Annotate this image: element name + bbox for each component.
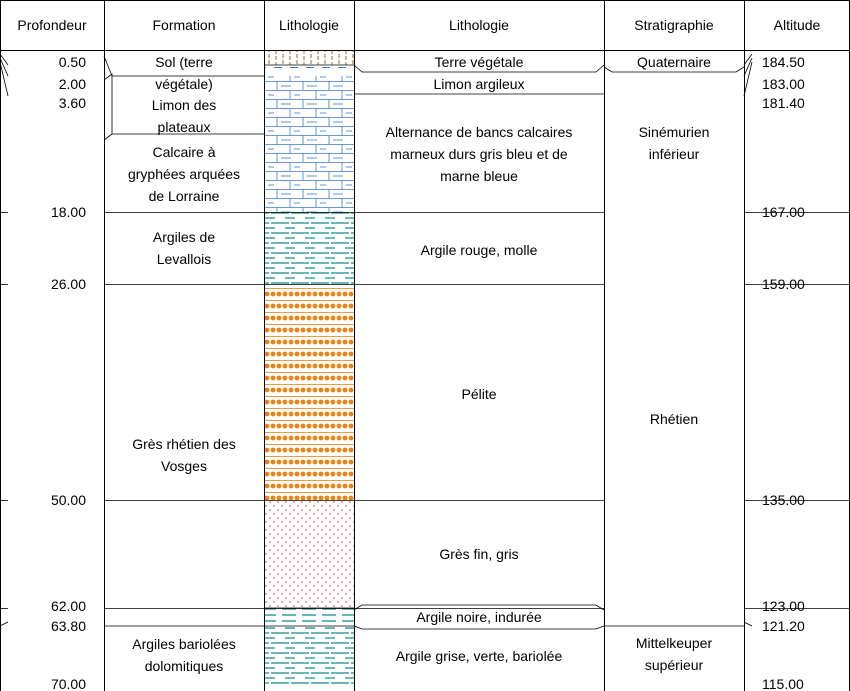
depth-scale (51, 54, 86, 691)
header-depth: Profondeur (17, 17, 87, 33)
depth-label: 63.80 (50, 618, 86, 634)
lithology-fill-limestone-marl (265, 76, 354, 212)
lithology-fill-clay (265, 626, 354, 684)
formation-label: Calcaire à gryphées arquées de Lorraine (127, 144, 241, 204)
stratigraphy-label: Rhétien (649, 411, 699, 427)
formation-label: Argiles de Levallois (152, 229, 216, 267)
formation-column (128, 54, 240, 674)
altitude-label: 115.00 (762, 676, 804, 691)
lithology-description: Argile grise, verte, bariolée (395, 648, 563, 664)
altitude-tick (744, 622, 752, 626)
formation-label: Limon des plateaux (151, 97, 217, 135)
lithology-description: Grès fin, gris (439, 546, 519, 562)
stratigraphy-label: Mittelkeuper supérieur (635, 635, 713, 673)
header-stratigraphy: Stratigraphie (634, 17, 714, 33)
depth-tick (0, 54, 8, 65)
depth-label: 62.00 (50, 598, 86, 614)
depth-label: 50.00 (50, 492, 86, 508)
depth-label: 2.00 (58, 76, 86, 92)
altitude-label: 135.00 (762, 492, 805, 508)
lithology-description: Pélite (461, 386, 497, 402)
lithology-description-column (386, 54, 573, 664)
lithology-fill-black-clay (265, 608, 354, 626)
altitude-label: 184.50 (762, 54, 805, 70)
altitude-label: 121.20 (762, 618, 805, 634)
altitude-label: 183.00 (762, 76, 805, 92)
formation-label: Argiles bariolées dolomitiques (132, 636, 236, 674)
lithology-description: Limon argileux (433, 76, 525, 92)
stratigraphy-label: Quaternaire (637, 54, 711, 70)
lithology-description: Argile noire, indurée (416, 609, 542, 625)
lithology-description: Alternance de bancs calcaires marneux durs gris bleu et de marne bleue (385, 124, 573, 184)
stratigraphy-label: Sinémurien inférieur (638, 124, 710, 162)
lithology-fill-soil (265, 51, 354, 65)
formation-boundary (104, 134, 112, 140)
header-lithology-column: Lithologie (279, 17, 339, 33)
altitude-label: 181.40 (762, 95, 805, 111)
depth-label: 0.50 (58, 54, 86, 70)
altitude-label: 167.00 (762, 204, 805, 220)
formation-label: Grès rhétien des Vosges (132, 436, 236, 474)
lithology-description: Argile rouge, molle (420, 242, 538, 258)
header-lithology-description: Lithologie (449, 17, 509, 33)
depth-tick (0, 622, 8, 626)
description-boundary (354, 626, 604, 629)
formation-label: Sol (terre végétale) (155, 54, 213, 92)
lithology-fill-clay (265, 212, 354, 284)
lithology-fill-fine-sandstone (265, 500, 354, 608)
altitude-scale (762, 54, 805, 691)
depth-label: 70.00 (50, 676, 86, 691)
altitude-label: 159.00 (762, 276, 805, 292)
boundary-lines (0, 54, 850, 629)
depth-label: 26.00 (50, 276, 86, 292)
header-formation: Formation (152, 17, 216, 33)
altitude-tick (744, 54, 752, 65)
lithology-fill-pelite (265, 284, 354, 500)
header-altitude: Altitude (773, 17, 821, 33)
header-row (17, 17, 820, 33)
stratigraphy-column (636, 54, 713, 673)
altitude-label: 123.00 (762, 598, 805, 614)
lithology-fill-silt (265, 65, 354, 76)
lithology-description: Terre végétale (434, 54, 524, 70)
lithology-column (265, 51, 354, 684)
depth-label: 3.60 (58, 95, 86, 111)
depth-label: 18.00 (50, 204, 86, 220)
